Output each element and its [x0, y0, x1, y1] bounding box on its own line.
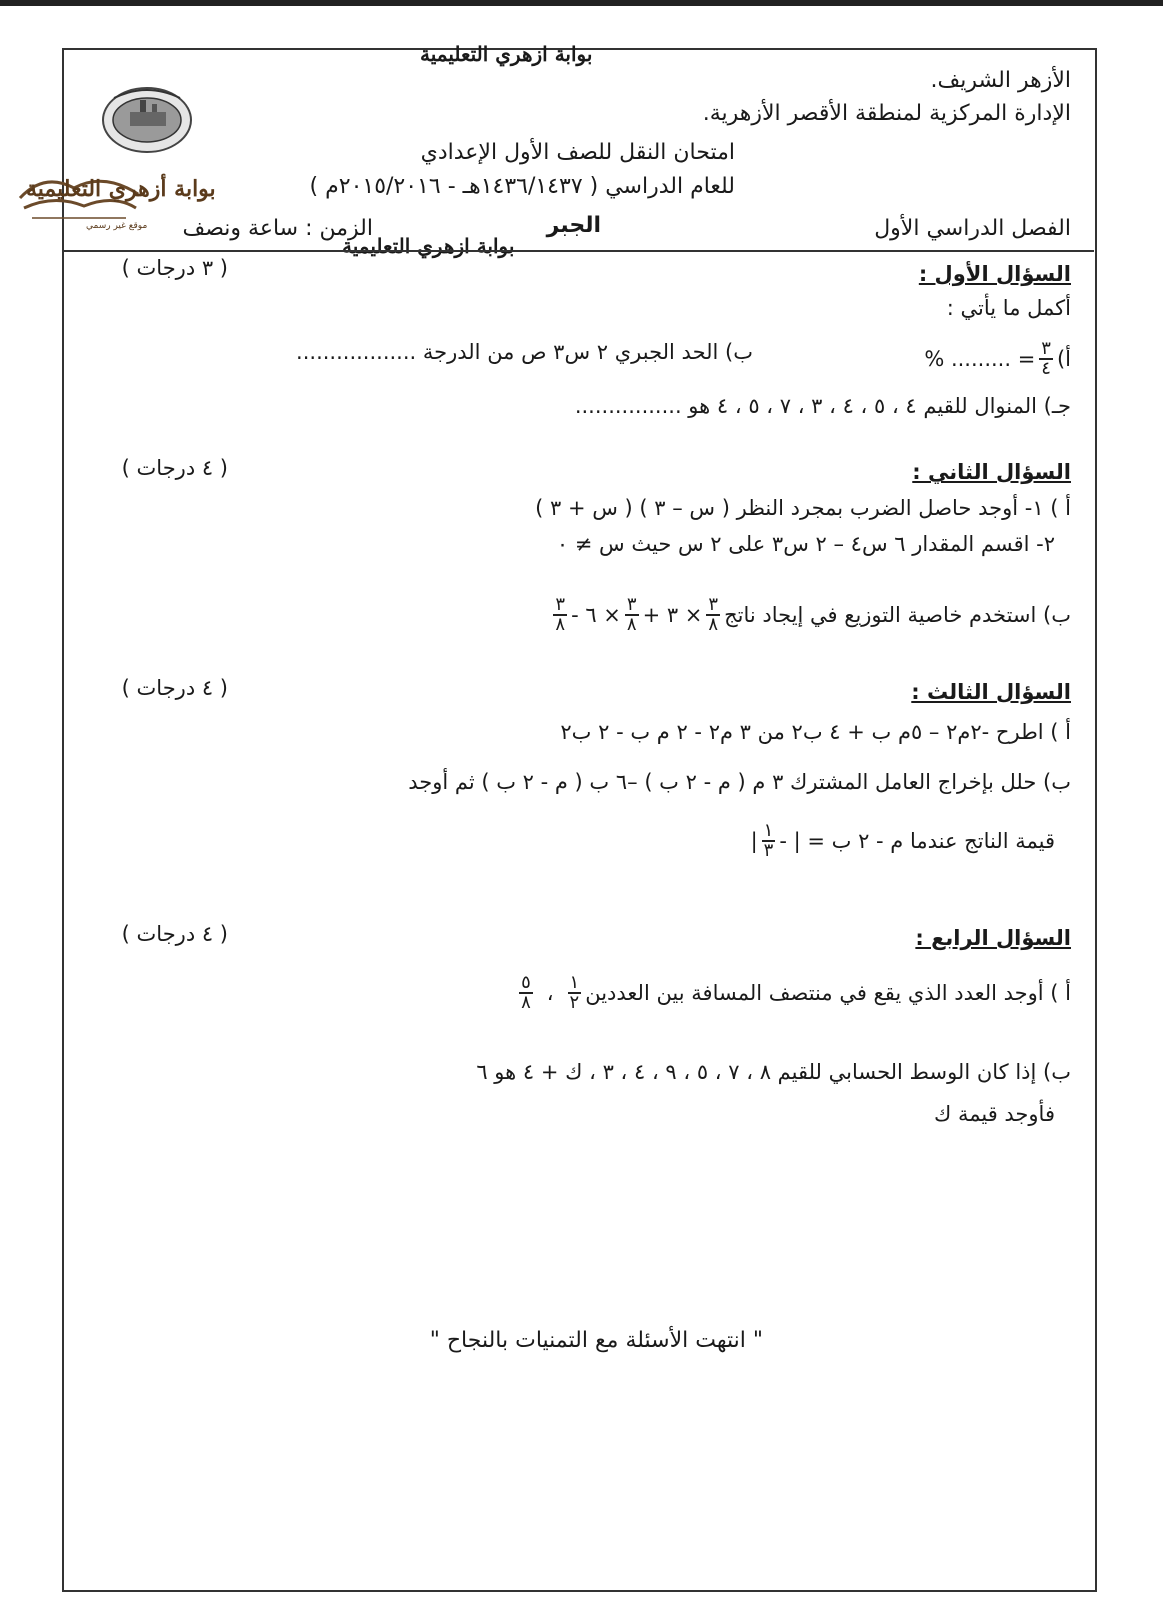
closing-note: " انتهت الأسئلة مع التمنيات بالنجاح " [429, 1328, 763, 1353]
q3-title: السؤال الثالث : [911, 680, 1071, 704]
q4-a-frac2-num: ٥ [521, 972, 531, 993]
q2-b-fraction-1 [706, 596, 720, 634]
header-admin: الإدارة المركزية لمنطقة الأقصر الأزهرية. [702, 101, 1071, 126]
header-azhar: الأزهر الشريف. [930, 68, 1071, 93]
q2-b-op2: × ٦ - [571, 602, 621, 627]
q2-b-fraction-2 [625, 596, 639, 634]
azhar-logo-icon [100, 80, 195, 155]
q2-part-a2: ٢- اقسم المقدار ٦ س٤ – ٢ س٣ على ٢ س حيث س ≠ ٠ [556, 532, 1055, 556]
header-time: الزمن : ساعة ونصف [182, 216, 373, 241]
q2-b-frac1-den: ٨ [708, 614, 719, 635]
q2-b-op1: × ٣ + [642, 602, 703, 627]
q3-c-fraction [762, 822, 776, 860]
q2-b-frac2-den: ٨ [626, 614, 637, 635]
scan-top-edge [0, 0, 1163, 6]
q4-title: السؤال الرابع : [915, 926, 1071, 950]
q2-title: السؤال الثاني : [912, 460, 1071, 484]
q3-c-frac-den: ٣ [763, 840, 774, 861]
q4-marks: ( ٤ درجات ) [121, 922, 228, 946]
q1-part-c: جـ) المنوال للقيم ٤ ، ٥ ، ٤ ، ٣ ، ٧ ، ٥ ، ٤ هو ................ [574, 394, 1071, 418]
watermark-middle: بوابة ازهري التعليمية [342, 234, 515, 258]
q2-marks: ( ٤ درجات ) [121, 456, 228, 480]
q4-a-text: أ ) أوجد العدد الذي يقع في منتصف المسافة بين العددين [585, 980, 1071, 1005]
watermark-top: بوابة ازهري التعليمية [420, 42, 593, 66]
q2-part-b [549, 596, 1071, 634]
header-term: الفصل الدراسي الأول [874, 216, 1071, 241]
q2-b-frac3-den: ٨ [555, 614, 566, 635]
q3-part-c [751, 822, 1055, 860]
q2-b-frac1-num: ٣ [708, 594, 719, 615]
header-divider [64, 250, 1094, 252]
q4-a-frac1-den: ٢ [569, 992, 580, 1013]
q4-a-separator: ، [546, 980, 554, 1005]
q3-c-end: | [750, 828, 758, 853]
q1-a-rest: = ......... % [924, 346, 1036, 371]
header-year: للعام الدراسي ( ١٤٣٦/١٤٣٧هـ - ٢٠١٥/٢٠١٦م ) [309, 174, 735, 199]
q4-a-frac2-den: ٨ [521, 992, 531, 1013]
q1-a-frac-num: ٣ [1041, 338, 1051, 359]
q1-instruction: أكمل ما يأتي : [946, 296, 1071, 320]
q1-marks: ( ٣ درجات ) [121, 256, 228, 280]
q2-b-fraction-3 [553, 596, 567, 634]
q4-a-frac1-num: ١ [569, 972, 580, 993]
q3-c-frac-num: ١ [763, 820, 774, 841]
stamp-text: بوابة أزهري التعليمية [26, 176, 216, 202]
q1-a-fraction [1039, 340, 1053, 378]
q3-c-text: قيمة الناتج عندما م - ٢ ب = | - [779, 828, 1055, 853]
q1-a-prefix: أ) [1056, 346, 1071, 371]
q1-a-frac-den: ٤ [1041, 358, 1051, 379]
q2-b-frac2-num: ٣ [626, 594, 637, 615]
q1-title: السؤال الأول : [918, 262, 1071, 286]
q3-part-b: ب) حلل بإخراج العامل المشترك ٣ م ( م - ٢ ب ) –٦ ب ( م - ٢ ب ) ثم أوجد [408, 770, 1071, 794]
q4-a-fraction-2 [519, 974, 533, 1012]
q4-part-b1: ب) إذا كان الوسط الحسابي للقيم ٨ ، ٧ ، ٥ ، ٩ ، ٤ ، ٣ ، ك + ٤ هو ٦ [476, 1060, 1071, 1084]
stamp-subtext: موقع غير رسمي [86, 221, 148, 231]
q1-part-a [924, 340, 1071, 378]
q4-part-b2: فأوجد قيمة ك [933, 1102, 1055, 1126]
q4-a-fraction-1 [568, 974, 582, 1012]
q1-part-b: ب) الحد الجبري ٢ س٣ ص من الدرجة .................. [296, 340, 753, 364]
q3-part-a: أ ) اطرح -٢م٢ – ٥م ب + ٤ ب٢ من ٣ م٢ - ٢ م ب - ٢ ب٢ [560, 720, 1071, 744]
q2-b-frac3-num: ٣ [555, 594, 566, 615]
q4-part-a [515, 974, 1071, 1012]
q3-marks: ( ٤ درجات ) [121, 676, 228, 700]
header-subject: الجبر [546, 213, 601, 238]
q2-part-a1: أ ) ١- أوجد حاصل الضرب بمجرد النظر ( س – ٣ ) ( س + ٣ ) [535, 496, 1071, 520]
header-exam-title: امتحان النقل للصف الأول الإعدادي [420, 140, 735, 165]
q2-b-text: ب) استخدم خاصية التوزيع في إيجاد ناتج [724, 602, 1071, 627]
